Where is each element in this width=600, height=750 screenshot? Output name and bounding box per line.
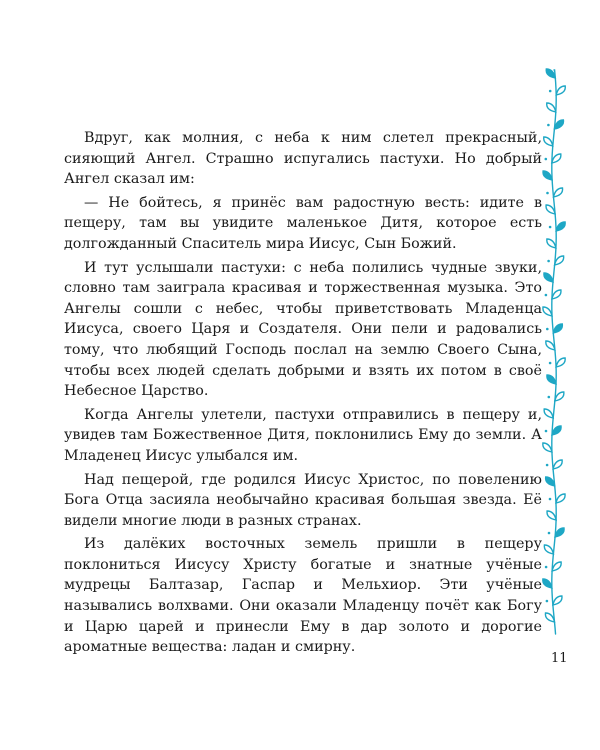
vine-leaf: [552, 426, 561, 435]
vine-leaf: [544, 409, 553, 418]
vine-dot: [545, 294, 548, 297]
vine-leaf: [552, 290, 561, 299]
vine-leaf: [552, 562, 561, 571]
vine-leaf: [543, 171, 552, 180]
vine-ornament: [540, 64, 580, 644]
vine-leaf: [543, 579, 552, 588]
vine-leaf: [553, 324, 562, 333]
paragraph-3: И тут услышали пастухи: с неба полились чудные звуки, словно там заиграла красивая и торжественная музыка. Это Ангелы сошли с небес, чтобы приветствовать Младенца Иисуса, своего Царя и Создателя. Они пели и радовались тому, что любящий Господь послал на землю Своего Сына, чтобы всех людей сделать добрыми и взять их потом в своё Небесное Царство.: [64, 259, 542, 400]
vine-leaf: [556, 494, 565, 503]
vine-leaf: [556, 222, 565, 231]
vine-dot: [547, 260, 550, 263]
vine-leaf: [544, 545, 553, 554]
vine-dot: [549, 90, 552, 93]
vine-leaf: [554, 188, 563, 197]
vine-dot: [545, 566, 548, 569]
vine-leaf: [547, 511, 556, 520]
vine-leaf: [552, 154, 561, 163]
vine-dot: [546, 328, 549, 331]
vine-dot: [547, 124, 550, 127]
vine-leaf: [543, 307, 552, 316]
paragraph-4: Когда Ангелы улетели, пастухи отправились в пещеру и, увидев там Божественное Дитя, поклонились Ему до земли. А Младенец Иисус улыбался им.: [64, 406, 542, 464]
paragraph-5: Над пещерой, где родился Иисус Христос, по повелению Бога Отца засияла необычайно красивая большая звезда. Её видели многие люди в разных странах.: [64, 471, 542, 529]
vine-dot: [549, 226, 552, 229]
vine-leaf: [543, 443, 552, 452]
vine-dot: [548, 532, 551, 535]
vine-dot: [545, 430, 548, 433]
vine-leaf: [544, 273, 553, 282]
vine-dot: [546, 464, 549, 467]
vine-leaf: [556, 86, 565, 95]
vine-leaf: [555, 528, 564, 537]
paragraph-2: — Не бойтесь, я принёс вам радостную весть: идите в пещеру, там вы увидите маленькое Дитя, которое есть долгожданный Спаситель мира Иисус, Сын Божий.: [64, 194, 542, 252]
vine-leaf: [547, 375, 556, 384]
page-number: 11: [551, 651, 568, 666]
vine-dot: [549, 362, 552, 365]
vine-leaf: [547, 103, 556, 112]
story-text: [64, 128, 542, 661]
vine-leaf: [547, 239, 556, 248]
vine-dot: [548, 396, 551, 399]
paragraph-1: Вдруг, как молния, с неба к ним слетел прекрасный, сияющий Ангел. Страшно испугались пастухи. Но добрый Ангел сказал им:: [64, 130, 542, 188]
vine-dot: [546, 192, 549, 195]
vine-dot: [546, 600, 549, 603]
vine-leaf: [553, 460, 562, 469]
vine-leaf: [544, 137, 553, 146]
vine-dot: [545, 158, 548, 161]
vine-leaf: [556, 358, 565, 367]
vine-dot: [549, 498, 552, 501]
vine-leaf: [553, 596, 562, 605]
paragraph-6: Из далёких восточных земель пришли в пещеру поклониться Иисусу Христу богатые и знатные учёные мудрецы Балтазар, Гаспар и Мельхиор. Эти учёные назывались волхвами. Они оказали Младенцу почёт как Богу и Царю царей и принесли Ему в дар золото и дорогие ароматные вещества: ладан и смирну.: [64, 536, 542, 656]
